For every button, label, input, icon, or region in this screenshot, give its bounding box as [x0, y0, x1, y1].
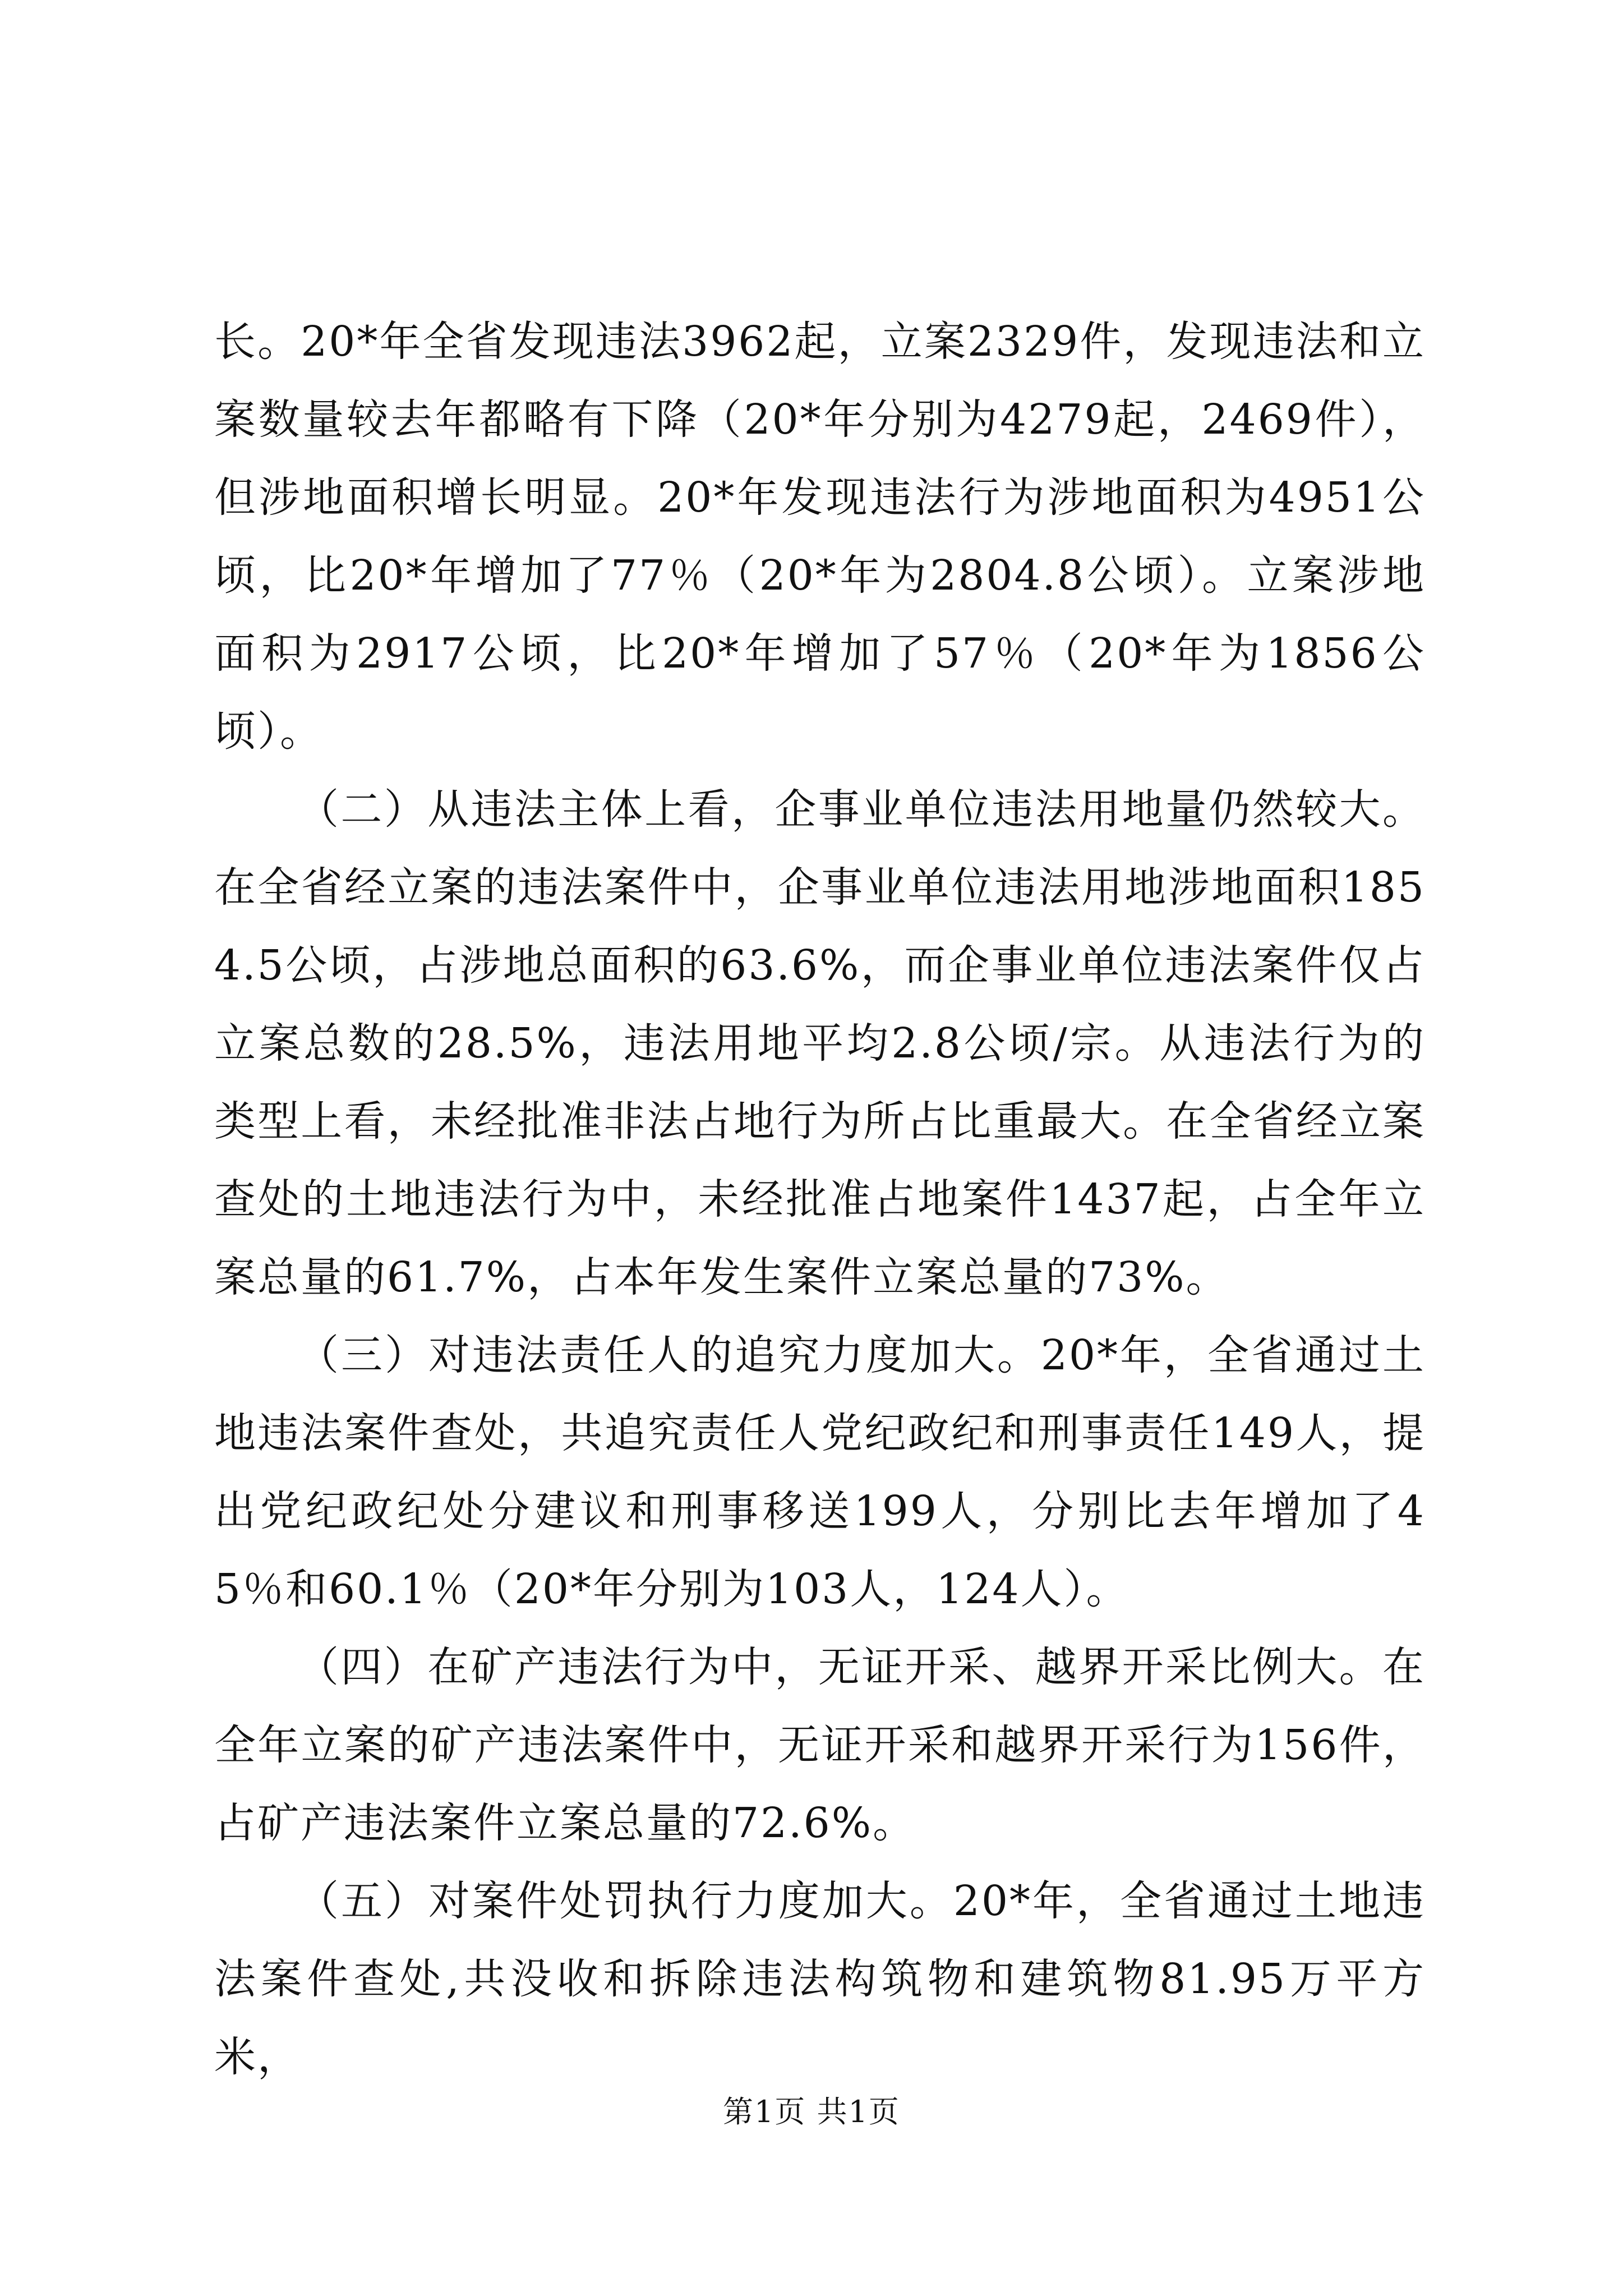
paragraph-3: （三）对违法责任人的追究力度加大。20*年，全省通过土地违法案件查处，共追究责任人党纪政纪和刑事责任149人，提出党纪政纪处分建议和刑事移送199人，分别比去年增加了45％和60.1％（20*年分别为103人，124人）。	[214, 1331, 1426, 1613]
page-footer: 第1页 共1页	[723, 2094, 900, 2129]
paragraph-4: （四）在矿产违法行为中，无证开采、越界开采比例大。在全年立案的矿产违法案件中，无证开采和越界开采行为156件，占矿产违法案件立案总量的72.6%。	[214, 1643, 1426, 1847]
paragraph-5: （五）对案件处罚执行力度加大。20*年，全省通过土地违法案件查处,共没收和拆除违法构筑物和建筑物81.95万平方米，	[214, 1877, 1426, 2081]
document-body	[214, 303, 1426, 2096]
paragraph-2: （二）从违法主体上看，企事业单位违法用地量仍然较大。在全省经立案的违法案件中，企事业单位违法用地涉地面积1854.5公顷，占涉地总面积的63.6%，而企事业单位违法案件仅占立案总数的28.5%，违法用地平均2.8公顷/宗。从违法行为的类型上看，未经批准非法占地行为所占比重最大。在全省经立案查处的土地违法行为中，未经批准占地案件1437起，占全年立案总量的61.7%，占本年发生案件立案总量的73%。	[214, 785, 1426, 1301]
paragraph-1: 长。20*年全省发现违法3962起，立案2329件，发现违法和立案数量较去年都略有下降（20*年分别为4279起，2469件），但涉地面积增长明显。20*年发现违法行为涉地面积为4951公顷，比20*年增加了77％（20*年为2804.8公顷）。立案涉地面积为2917公顷，比20*年增加了57％（20*年为1856公顷）。	[214, 318, 1426, 756]
